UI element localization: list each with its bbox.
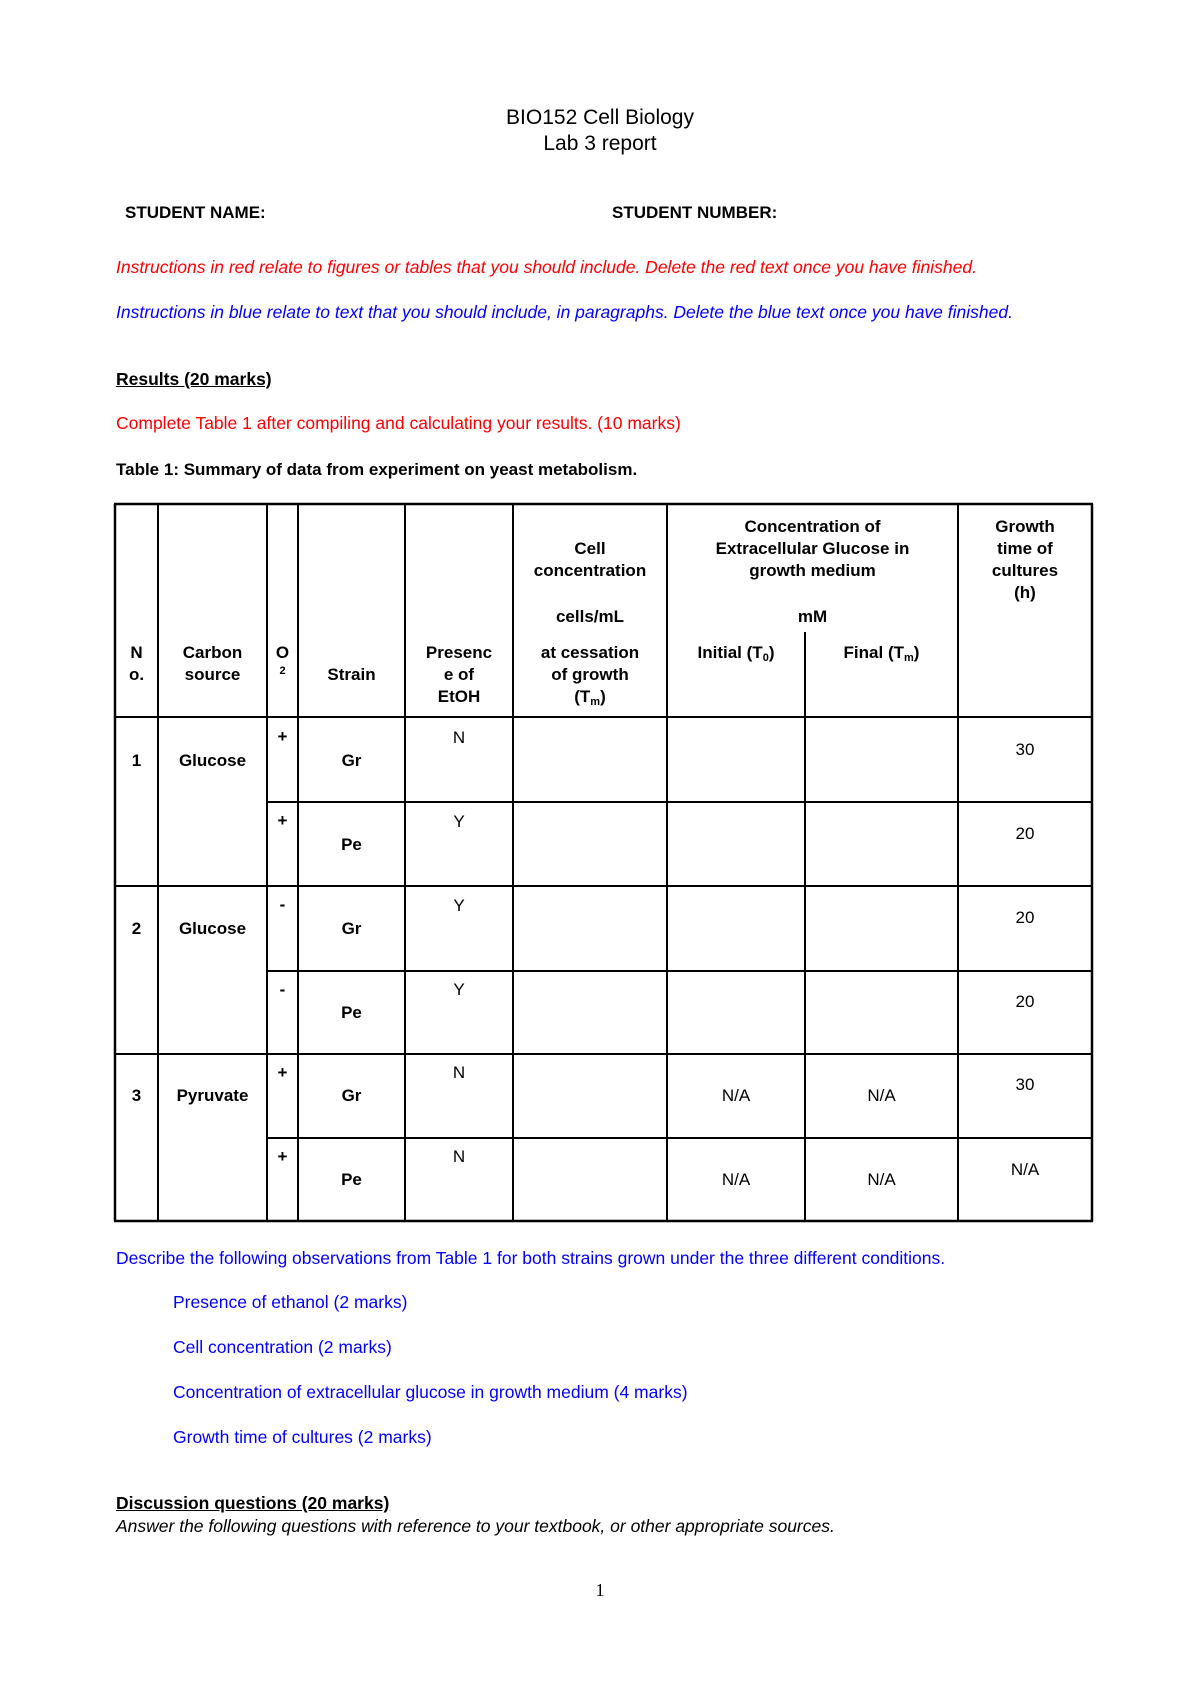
discussion-instruction: Answer the following questions with reference to your textbook, or other appropriate sources.	[116, 1516, 835, 1536]
describe-item: Cell concentration (2 marks)	[173, 1337, 392, 1357]
table-row-3-etoh: Y	[453, 896, 465, 915]
table-row-5-initial: N/A	[721, 1086, 751, 1105]
header-strain: Strain	[327, 665, 376, 684]
table-row-4-strain: Pe	[341, 1003, 362, 1022]
red-instruction: Instructions in red relate to figures or tables that you should include. Delete the red text once you have finished.	[116, 257, 977, 277]
student-name-label: STUDENT NAME:	[125, 203, 266, 222]
table-row-5-etoh: N	[452, 1063, 466, 1082]
group-1-carbon: Glucose	[178, 751, 247, 770]
table-caption: Table 1: Summary of data from experiment on yeast metabolism.	[116, 460, 638, 479]
header-initial: Initial $(T_0)$	[697, 643, 775, 664]
blue-instruction: Instructions in blue relate to text that you should include, in paragraphs. Delete the blue text once you have finished.	[116, 302, 1013, 322]
discussion-heading: Discussion questions (20 marks)	[116, 1493, 390, 1513]
table-row-5-o2: +	[277, 1063, 288, 1082]
table-row-6-growth: N/A	[1010, 1160, 1040, 1179]
describe-item: Growth time of cultures (2 marks)	[173, 1427, 432, 1447]
table-row-6-final: N/A	[867, 1170, 896, 1189]
table-row-5-strain: Gr	[341, 1086, 362, 1105]
table-row-2-etoh: Y	[453, 812, 465, 831]
table-row-1-strain: Gr	[341, 751, 362, 770]
group-1-no: 1	[131, 751, 142, 770]
group-2-carbon: Glucose	[178, 919, 247, 938]
table-row-4-o2: -	[279, 980, 286, 999]
header-etoh: Presenc e of EtOH	[425, 643, 493, 706]
group-3-no: 3	[131, 1086, 142, 1105]
table-row-1-o2: +	[277, 727, 288, 746]
describe-intro: Describe the following observations from Table 1 for both strains grown under the three different conditions.	[116, 1248, 946, 1268]
document-subtitle: Lab 3 report	[543, 132, 657, 155]
table-row-2-o2: +	[277, 811, 288, 830]
describe-item: Concentration of extracellular glucose in growth medium (4 marks)	[173, 1382, 688, 1402]
group-2-no: 2	[131, 919, 142, 938]
table-row-6-etoh: N	[452, 1147, 466, 1166]
header-final: Final $(T_m)$	[843, 643, 920, 664]
table-row-1-etoh: N	[452, 728, 466, 747]
header-carbon-source: Carbon source	[182, 643, 243, 684]
table-row-2-growth: 20	[1015, 824, 1035, 843]
table-row-6-o2: +	[277, 1147, 288, 1166]
complete-table-instruction: Complete Table 1 after compiling and calculating your results. (10 marks)	[116, 413, 681, 433]
header-cell-concentration: Cell concentration cells/mL at cessation of growth $(T_m)$	[533, 539, 647, 708]
table-row-2-strain: Pe	[341, 835, 362, 854]
table-row-3-strain: Gr	[341, 919, 362, 938]
table-row-4-etoh: Y	[453, 980, 465, 999]
student-number-label: STUDENT NUMBER:	[612, 203, 778, 222]
table-row-5-growth: 30	[1015, 1075, 1035, 1094]
page-number: 1	[595, 1580, 605, 1600]
table-row-6-strain: Pe	[341, 1170, 362, 1189]
table-row-1-growth: 30	[1015, 740, 1035, 759]
header-growth-time: Growth time of cultures (h)	[991, 517, 1059, 602]
table-row-3-o2: -	[279, 895, 286, 914]
header-o2: O 2	[275, 643, 290, 677]
describe-item: Presence of ethanol (2 marks)	[173, 1292, 408, 1312]
table-row-4-growth: 20	[1015, 992, 1035, 1011]
table-row-5-final: N/A	[867, 1086, 896, 1105]
table-row-3-growth: 20	[1015, 908, 1035, 927]
group-3-carbon: Pyruvate	[176, 1086, 249, 1105]
table-row-6-initial: N/A	[721, 1170, 751, 1189]
header-glucose-concentration: Concentration of Extracellular Glucose in growth medium mM	[715, 517, 910, 626]
header-no: N o.	[128, 643, 145, 684]
results-heading: Results (20 marks)	[116, 369, 272, 389]
document-title: BIO152 Cell Biology	[506, 106, 694, 129]
